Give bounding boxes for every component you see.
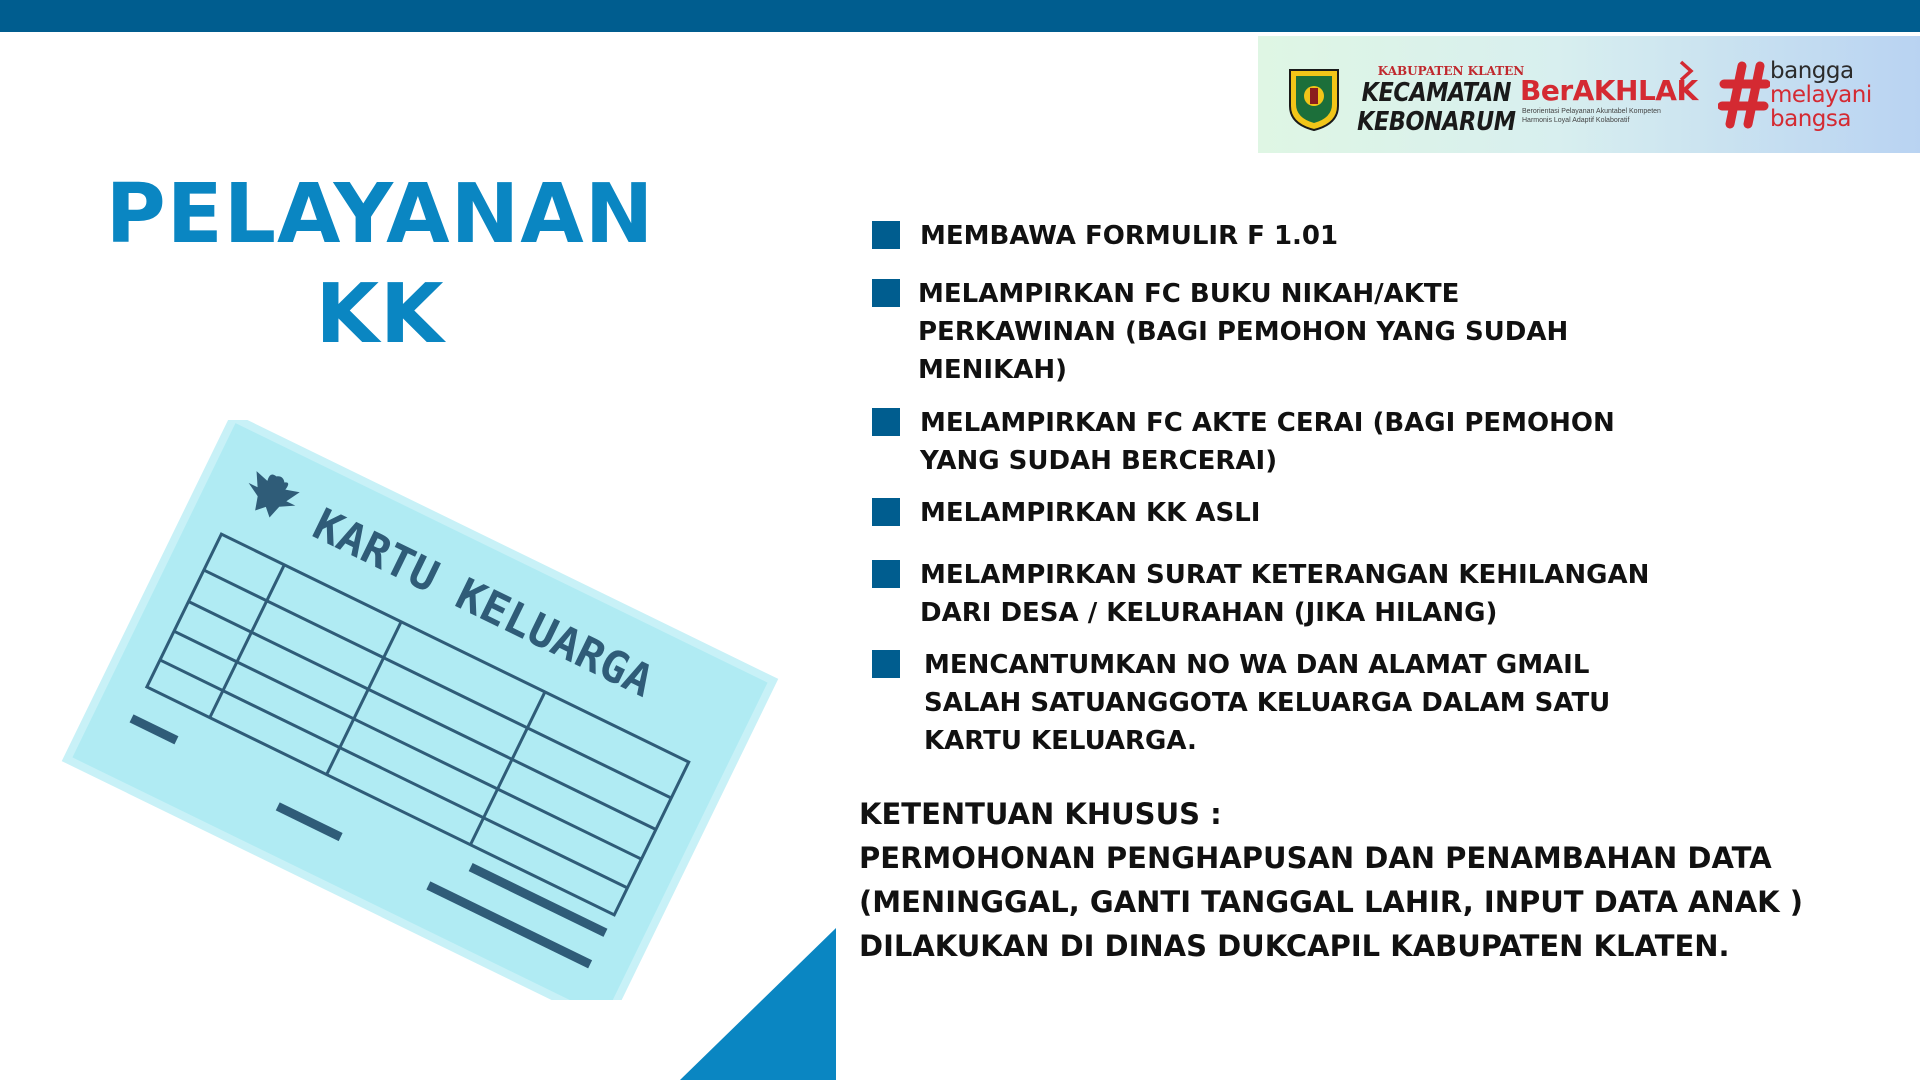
- special-provisions-body: PERMOHONAN PENGHAPUSAN DAN PENAMBAHAN DATA (MENINGGAL, GANTI TANGGAL LAHIR, INPUT DATA ANAK ) DILAKUKAN DI DINAS DUKCAPIL KABUPATEN KLATEN.: [859, 841, 1803, 963]
- list-item-text: MELAMPIRKAN FC BUKU NIKAH/AKTE PERKAWINAN (BAGI PEMOHON YANG SUDAH MENIKAH): [918, 279, 1569, 385]
- berakhlak-logo: BerAKHLAK: [1520, 74, 1698, 107]
- district-name: KEBONARUM: [1357, 107, 1516, 137]
- list-item-text: MELAMPIRKAN FC AKTE CERAI (BAGI PEMOHON YANG SUDAH BERCERAI): [920, 408, 1615, 476]
- bullet-square: [872, 498, 900, 526]
- list-item-text: MELAMPIRKAN SURAT KETERANGAN KEHILANGAN DARI DESA / KELURAHAN (JIKA HILANG): [920, 560, 1650, 628]
- logo-banner: [1258, 36, 1920, 153]
- bullet-square: [872, 560, 900, 588]
- chevron-right-icon: [1676, 58, 1696, 88]
- decorative-triangle: [680, 928, 836, 1080]
- bangsa-text: bangsa: [1770, 106, 1851, 132]
- bullet-square: [872, 279, 900, 307]
- list-item-text: MEMBAWA FORMULIR F 1.01: [920, 221, 1339, 251]
- title-line-2: KK: [315, 267, 445, 362]
- top-bar: [0, 0, 1920, 32]
- page-title: [80, 165, 680, 365]
- district-label: KECAMATAN: [1361, 78, 1511, 108]
- regency-emblem-icon: [1286, 66, 1342, 132]
- special-provisions-title: KETENTUAN KHUSUS :: [859, 797, 1222, 831]
- berakhlak-tagline-1: Berorientasi Pelayanan Akuntabel Kompeten: [1522, 108, 1661, 115]
- berakhlak-tagline-2: Harmonis Loyal Adaptif Kolaboratif: [1522, 117, 1630, 124]
- bullet-square: [872, 650, 900, 678]
- card-body: [67, 420, 773, 1000]
- hashtag-icon: [1718, 60, 1770, 130]
- bangga-text: bangga: [1770, 58, 1854, 84]
- melayani-text: melayani: [1770, 82, 1872, 108]
- list-item-text: MELAMPIRKAN KK ASLI: [920, 498, 1261, 528]
- bullet-square: [872, 408, 900, 436]
- card-label: KARTU KELUARGA: [305, 499, 661, 708]
- regency-name: KABUPATEN KLATEN: [1377, 64, 1525, 78]
- family-card-illustration: [60, 420, 780, 1000]
- list-item-text: MENCANTUMKAN NO WA DAN ALAMAT GMAIL SALAH SATUANGGOTA KELUARGA DALAM SATU KARTU KELUARGA.: [924, 650, 1611, 756]
- bullet-square: [872, 221, 900, 249]
- title-line-1: PELAYANAN: [105, 167, 655, 262]
